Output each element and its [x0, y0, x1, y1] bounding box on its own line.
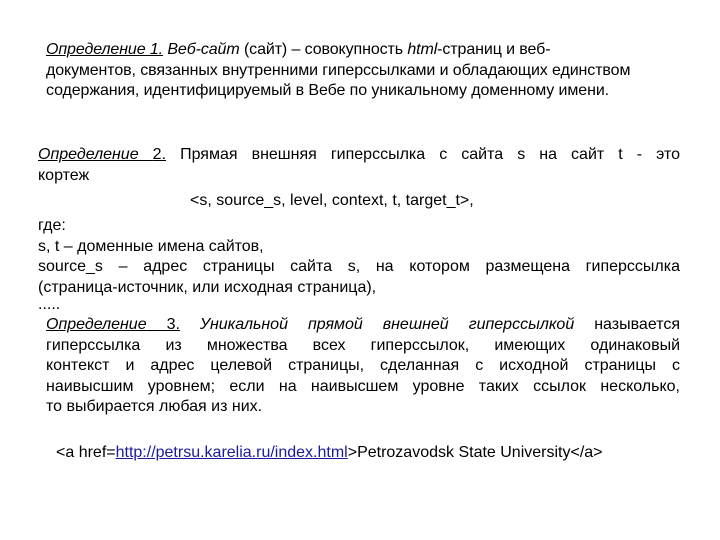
example-prefix: <a href= [56, 444, 116, 461]
definition-1-text-a: (сайт) – совокупность [239, 41, 408, 58]
definition-2-line-1 [38, 145, 680, 166]
definition-3-term: Уникальной прямой внешней гиперссылкой [179, 316, 575, 333]
definition-3-line-2: гиперссылка из множества всех гиперссылок, имеющих одинаковый [46, 336, 680, 354]
html-link-example [56, 443, 696, 464]
definition-2-line-2: кортеж [38, 166, 90, 184]
definition-2-where: где: [38, 217, 66, 234]
definition-2-tuple: <s, source_s, level, context, t, target_t>, [190, 192, 474, 209]
definition-3-line-3: контекст и адрес целевой страницы, сделанная с исходной страницы с [46, 357, 680, 374]
definition-1-label: Определение 1. [46, 41, 163, 58]
definition-3-line-4: наивысшим уровнем; если на наивысшем уровне таких ссылок несколько, [46, 377, 680, 395]
definition-2-line-1-text: Прямая внешняя гиперссылка с сайта s на сайт t - это [166, 146, 681, 163]
definition-2-label-word: Определение [38, 146, 139, 163]
definition-2-item-1: s, t – доменные имена сайтов, [38, 237, 264, 255]
definition-3-line-5: то выбирается любая из них. [46, 398, 263, 415]
definition-2-ellipsis: ..... [38, 296, 61, 313]
definition-3-line-1 [46, 315, 680, 336]
definition-1-term: Веб-сайт [167, 41, 240, 58]
example-url-link[interactable]: http://petrsu.karelia.ru/index.html [115, 444, 348, 461]
definition-2-label-num: 2. [152, 146, 167, 163]
definition-2-item-2-line-1: source_s – адрес страницы сайта s, на котором размещена гиперссылка [38, 258, 680, 275]
definition-3-label-word: Определение [46, 316, 147, 333]
example-suffix: >Petrozavodsk State University</a> [347, 444, 603, 461]
definition-3-label-num: 3. [166, 316, 180, 333]
definition-1 [46, 40, 636, 102]
definition-3 [46, 315, 680, 418]
definition-2-item-2-line-2: (страница-источник, или исходная страница), [38, 278, 377, 296]
definition-2 [38, 145, 680, 312]
definition-1-html-word: html [407, 41, 438, 58]
definition-1-text-b: -страниц и веб-документов, связанных внутренними гиперссылками и обладающих единством содержания, идентифицируемый в Вебе по уникальному доменному имени. [46, 41, 631, 99]
definition-3-line-1-rest: называется [574, 316, 681, 333]
